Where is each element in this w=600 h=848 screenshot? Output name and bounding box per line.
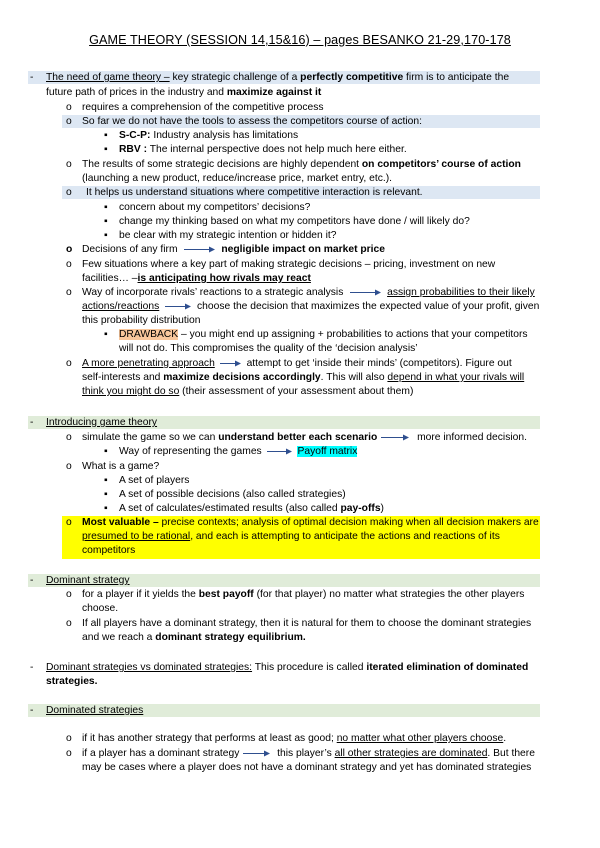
paragraph-line: this probability distribution xyxy=(82,315,201,326)
square-marker: ▪ xyxy=(104,446,108,457)
circle-marker: o xyxy=(66,748,72,759)
paragraph-line: may be cases where a player does not have a dominant strategy and yet has dominated strategies xyxy=(82,762,532,773)
bold-text: S-C-P: xyxy=(119,130,151,141)
paragraph-line: (launching a new product, reduce/increase price, market entry, etc.). xyxy=(82,173,393,184)
text: if a player has a dominant strategy xyxy=(82,748,240,759)
list-item xyxy=(82,357,512,370)
circle-marker: o xyxy=(66,358,72,369)
text: – you might end up assigning + probabilities to actions that your competitors xyxy=(178,329,528,340)
section-heading-intro xyxy=(46,416,157,429)
right-arrow-icon xyxy=(242,749,274,758)
paragraph-line xyxy=(82,371,524,384)
bold-text: maximize against it xyxy=(226,87,322,98)
underlined-text: think you might do so xyxy=(82,386,180,397)
paragraph-line: competitors xyxy=(82,545,136,556)
list-item xyxy=(82,732,506,745)
dash-marker: - xyxy=(30,72,34,83)
bold-text: Most valuable – xyxy=(82,517,159,528)
circle-marker: o xyxy=(66,159,72,170)
heading-text: Dominated strategies xyxy=(46,705,144,716)
list-item: Few situations where a key part of making strategic decisions – pricing, investment on new xyxy=(82,259,496,270)
text: (their assessment of your assessment about them) xyxy=(179,386,414,397)
text: precise contexts; analysis of optimal decision making when all decision makers are xyxy=(158,517,539,528)
paragraph-line: choose. xyxy=(82,603,119,614)
list-subitem xyxy=(119,129,298,142)
text: The internal perspective does not help much here either. xyxy=(147,144,407,155)
circle-marker: o xyxy=(66,287,72,298)
text: Way of incorporate rivals’ reactions to a strategic analysis xyxy=(82,287,344,298)
circle-marker: o xyxy=(66,259,72,270)
underlined-text: A more penetrating approach xyxy=(82,358,215,369)
underlined-text: actions/reactions xyxy=(82,301,160,312)
text: simulate the game so we can xyxy=(82,432,219,443)
list-item xyxy=(82,431,527,444)
list-item: requires a comprehension of the competitive process xyxy=(82,102,324,113)
text: , and each is attempting to anticipate the actions and reactions of its xyxy=(190,531,500,542)
bold-text: best payoff xyxy=(198,589,254,600)
square-marker: ▪ xyxy=(104,329,108,340)
paragraph-line xyxy=(82,272,311,285)
list-item: If all players have a dominant strategy, then it is natural for them to choose the dominant strategies xyxy=(82,618,532,629)
underlined-text: depend in what your rivals will xyxy=(387,372,525,383)
square-marker: ▪ xyxy=(104,202,108,213)
text: facilities… – xyxy=(82,273,138,284)
text: this player’s xyxy=(277,748,335,759)
square-marker: ▪ xyxy=(104,503,108,514)
bold-text: pay-offs xyxy=(340,503,381,514)
paragraph-line xyxy=(46,86,321,99)
circle-marker: o xyxy=(66,102,72,113)
circle-marker: o xyxy=(66,244,73,255)
circle-marker: o xyxy=(66,517,72,528)
text: . But there xyxy=(487,748,535,759)
dash-marker: - xyxy=(30,662,34,673)
underlined-text: assign probabilities to their likely xyxy=(387,287,535,298)
list-subitem xyxy=(119,143,407,156)
list-item xyxy=(82,243,385,256)
right-arrow-icon xyxy=(265,447,295,456)
list-item xyxy=(82,588,524,601)
list-subitem: be clear with my strategic intention or hidden it? xyxy=(119,230,337,241)
right-arrow-icon xyxy=(346,288,384,297)
circle-marker: o xyxy=(66,187,72,198)
square-marker: ▪ xyxy=(104,144,108,155)
square-marker: ▪ xyxy=(104,130,108,141)
section-heading-need xyxy=(46,71,509,84)
list-item xyxy=(82,516,539,529)
paragraph-line xyxy=(82,530,500,543)
paragraph-line xyxy=(82,631,306,644)
text: choose the decision that maximizes the expected value of your profit, given xyxy=(197,301,540,312)
text: Decisions of any firm xyxy=(82,244,178,255)
circle-marker: o xyxy=(66,589,72,600)
text: if it has another strategy that performs at least as good; xyxy=(82,733,337,744)
text: (for that player) no matter what strategies the other players xyxy=(253,589,525,600)
page-title: GAME THEORY (SESSION 14,15&16) – pages BESANKO 21-29,170-178 xyxy=(89,33,511,47)
bold-text: maximize decisions accordingly xyxy=(163,372,321,383)
right-arrow-icon xyxy=(180,245,218,254)
dash-marker: - xyxy=(30,417,34,428)
list-subitem: A set of possible decisions (also called strategies) xyxy=(119,489,346,500)
payoff-matrix-highlight: Payoff matrix xyxy=(297,446,358,457)
text: self-interests and xyxy=(82,372,164,383)
circle-marker: o xyxy=(66,432,72,443)
text: key strategic challenge of a xyxy=(169,72,301,83)
text: Way of representing the games xyxy=(119,446,262,457)
underlined-bold-text: is anticipating how rivals may react xyxy=(137,273,311,284)
heading-text: Dominant strategies vs dominated strategies: xyxy=(46,662,253,673)
circle-marker: o xyxy=(66,618,72,629)
heading-text: Introducing game theory xyxy=(46,417,158,428)
section-heading-vs xyxy=(46,661,528,674)
bold-text: dominant strategy equilibrium. xyxy=(155,632,306,643)
square-marker: ▪ xyxy=(104,216,108,227)
right-arrow-icon xyxy=(380,433,414,442)
dash-marker: - xyxy=(30,575,34,586)
list-subitem xyxy=(119,328,528,341)
text: attempt to get ‘inside their minds’ (competitors). Figure out xyxy=(246,358,512,369)
bold-text: on competitors’ course of action xyxy=(361,159,521,170)
list-subitem: A set of players xyxy=(119,475,190,486)
right-arrow-icon xyxy=(218,359,244,368)
underlined-text: all other strategies are dominated xyxy=(334,748,488,759)
text: ) xyxy=(380,503,384,514)
text: and we reach a xyxy=(82,632,156,643)
square-marker: ▪ xyxy=(104,230,108,241)
list-subitem: change my thinking based on what my competitors have done / will likely do? xyxy=(119,216,470,227)
heading-text: The need of game theory – xyxy=(46,72,170,83)
list-item: What is a game? xyxy=(82,461,160,472)
list-item xyxy=(82,286,535,299)
text: The results of some strategic decisions are highly dependent xyxy=(82,159,362,170)
heading-text: Dominant strategy xyxy=(46,575,130,586)
paragraph-line xyxy=(82,385,413,398)
bold-text: negligible impact on market price xyxy=(221,244,385,255)
dash-marker: - xyxy=(30,705,34,716)
bold-text: perfectly competitive xyxy=(300,72,404,83)
right-arrow-icon xyxy=(162,302,194,311)
circle-marker: o xyxy=(66,733,72,744)
square-marker: ▪ xyxy=(104,475,108,486)
paragraph-line: will not do. This compromises the quality of the ‘decision analysis’ xyxy=(119,343,418,354)
list-item: It helps us understand situations where competitive interaction is relevant. xyxy=(86,187,423,198)
text: . This will also xyxy=(320,372,388,383)
paragraph-line xyxy=(46,675,98,688)
list-item xyxy=(82,158,521,171)
list-item: So far we do not have the tools to assess the competitors course of action: xyxy=(82,116,422,127)
circle-marker: o xyxy=(66,116,72,127)
bold-text: iterated elimination of dominated xyxy=(366,662,529,673)
text: A set of calculates/estimated results (also called xyxy=(119,503,341,514)
text: . xyxy=(503,733,507,744)
underlined-text: no matter what other players choose xyxy=(336,733,504,744)
list-subitem xyxy=(119,502,384,515)
paragraph-line xyxy=(82,300,539,313)
text: future path of prices in the industry and xyxy=(46,87,227,98)
list-item xyxy=(82,747,535,760)
text: more informed decision. xyxy=(417,432,527,443)
bold-text: strategies. xyxy=(46,676,98,687)
text: for a player if it yields the xyxy=(82,589,199,600)
list-subitem xyxy=(119,445,357,458)
text: This procedure is called xyxy=(252,662,367,673)
section-heading-dominated xyxy=(46,704,143,717)
drawback-highlight: DRAWBACK xyxy=(119,329,179,340)
circle-marker: o xyxy=(66,461,72,472)
square-marker: ▪ xyxy=(104,489,108,500)
text: firm is to anticipate the xyxy=(403,72,510,83)
underlined-text: presumed to be rational xyxy=(82,531,191,542)
bold-text: understand better each scenario xyxy=(218,432,378,443)
list-subitem: concern about my competitors’ decisions? xyxy=(119,202,311,213)
text: Industry analysis has limitations xyxy=(150,130,299,141)
bold-text: RBV : xyxy=(119,144,148,155)
section-heading-dominant xyxy=(46,574,130,587)
